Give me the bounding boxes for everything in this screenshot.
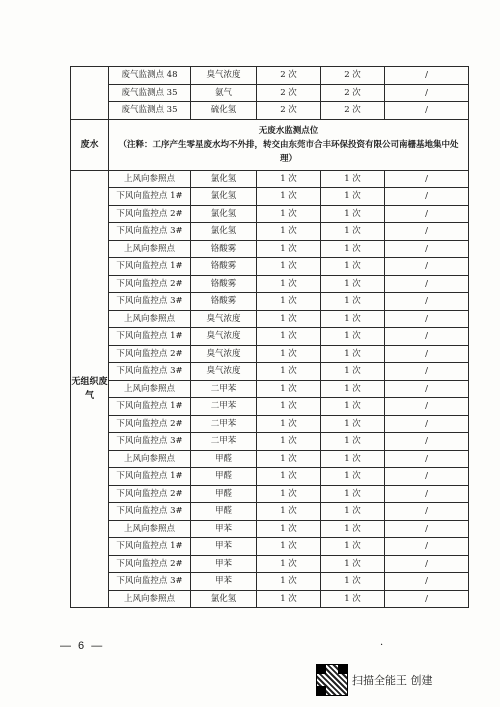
item-cell: 甲苯 xyxy=(191,538,257,556)
point-cell: 废气监测点 48 xyxy=(109,67,191,85)
category-cell-continued xyxy=(71,67,109,120)
point-cell: 下风向监控点 1# xyxy=(109,398,191,416)
point-cell: 下风向监控点 3# xyxy=(109,503,191,521)
times-cell: 1 次 xyxy=(321,590,385,608)
freq-cell: 1 次 xyxy=(257,433,321,451)
note-cell: / xyxy=(385,188,469,206)
item-cell: 甲苯 xyxy=(191,520,257,538)
item-cell: 铬酸雾 xyxy=(191,275,257,293)
times-cell: 1 次 xyxy=(321,310,385,328)
note-cell: / xyxy=(385,520,469,538)
point-cell: 废气监测点 35 xyxy=(109,84,191,102)
note-cell: / xyxy=(385,84,469,102)
wastewater-title: 无废水监测点位 xyxy=(258,125,319,136)
times-cell: 1 次 xyxy=(321,363,385,381)
page-number: — 6 — xyxy=(60,640,105,652)
freq-cell: 1 次 xyxy=(257,415,321,433)
item-cell: 二甲苯 xyxy=(191,415,257,433)
point-cell: 下风向监控点 3# xyxy=(109,363,191,381)
table-row xyxy=(71,345,469,363)
note-cell: / xyxy=(385,102,469,120)
times-cell: 1 次 xyxy=(321,485,385,503)
item-cell: 氯化氢 xyxy=(191,223,257,241)
point-cell: 下风向监控点 2# xyxy=(109,485,191,503)
note-cell: / xyxy=(385,240,469,258)
point-cell: 上风向参照点 xyxy=(109,310,191,328)
note-cell: / xyxy=(385,310,469,328)
table-row xyxy=(71,433,469,451)
note-cell: / xyxy=(385,380,469,398)
freq-cell: 1 次 xyxy=(257,485,321,503)
note-cell: / xyxy=(385,170,469,188)
times-cell: 1 次 xyxy=(321,345,385,363)
item-cell: 铬酸雾 xyxy=(191,240,257,258)
item-cell: 二甲苯 xyxy=(191,433,257,451)
freq-cell: 1 次 xyxy=(257,468,321,486)
table-row xyxy=(71,84,469,102)
item-cell: 臭气浓度 xyxy=(191,328,257,346)
freq-cell: 1 次 xyxy=(257,293,321,311)
freq-cell: 1 次 xyxy=(257,170,321,188)
table-row xyxy=(71,380,469,398)
freq-cell: 2 次 xyxy=(257,67,321,85)
freq-cell: 1 次 xyxy=(257,328,321,346)
freq-cell: 1 次 xyxy=(257,258,321,276)
freq-cell: 1 次 xyxy=(257,240,321,258)
table-row xyxy=(71,170,469,188)
freq-cell: 1 次 xyxy=(257,520,321,538)
point-cell: 下风向监控点 1# xyxy=(109,188,191,206)
times-cell: 1 次 xyxy=(321,450,385,468)
table-row xyxy=(71,555,469,573)
note-cell: / xyxy=(385,363,469,381)
times-cell: 1 次 xyxy=(321,170,385,188)
times-cell: 1 次 xyxy=(321,275,385,293)
times-cell: 1 次 xyxy=(321,468,385,486)
item-cell: 氯化氢 xyxy=(191,590,257,608)
scan-speck: · xyxy=(380,640,384,651)
point-cell: 下风向监控点 1# xyxy=(109,258,191,276)
table-row xyxy=(71,205,469,223)
table-row xyxy=(71,520,469,538)
item-cell: 甲醛 xyxy=(191,450,257,468)
freq-cell: 2 次 xyxy=(257,102,321,120)
item-cell: 硫化氢 xyxy=(191,102,257,120)
times-cell: 1 次 xyxy=(321,503,385,521)
table-row xyxy=(71,275,469,293)
note-cell: / xyxy=(385,415,469,433)
point-cell: 上风向参照点 xyxy=(109,240,191,258)
point-cell: 上风向参照点 xyxy=(109,520,191,538)
table-row xyxy=(71,240,469,258)
note-cell: / xyxy=(385,555,469,573)
note-cell: / xyxy=(385,67,469,85)
point-cell: 下风向监控点 3# xyxy=(109,433,191,451)
table-row xyxy=(71,363,469,381)
item-cell: 臭气浓度 xyxy=(191,310,257,328)
table-row xyxy=(71,468,469,486)
item-cell: 二甲苯 xyxy=(191,380,257,398)
note-cell: / xyxy=(385,293,469,311)
table-row xyxy=(71,573,469,591)
times-cell: 2 次 xyxy=(321,102,385,120)
item-cell: 臭气浓度 xyxy=(191,345,257,363)
item-cell: 氯化氢 xyxy=(191,170,257,188)
times-cell: 1 次 xyxy=(321,555,385,573)
monitoring-table xyxy=(70,66,469,608)
freq-cell: 1 次 xyxy=(257,398,321,416)
point-cell: 下风向监控点 2# xyxy=(109,345,191,363)
category-cell: 无组织废气 xyxy=(71,170,109,608)
times-cell: 1 次 xyxy=(321,415,385,433)
point-cell: 下风向监控点 1# xyxy=(109,328,191,346)
point-cell: 下风向监控点 2# xyxy=(109,555,191,573)
wastewater-note: （注释：工序产生零星废水均不外排，转交由东莞市合丰环保投资有限公司南栅基地集中处理） xyxy=(118,139,459,164)
wastewater-note-cell xyxy=(109,119,469,170)
note-cell: / xyxy=(385,328,469,346)
item-cell: 甲苯 xyxy=(191,573,257,591)
qr-code-icon xyxy=(316,664,348,696)
freq-cell: 1 次 xyxy=(257,205,321,223)
freq-cell: 1 次 xyxy=(257,363,321,381)
freq-cell: 1 次 xyxy=(257,450,321,468)
table-row xyxy=(71,538,469,556)
item-cell: 甲醛 xyxy=(191,468,257,486)
table-row xyxy=(71,188,469,206)
point-cell: 下风向监控点 2# xyxy=(109,205,191,223)
note-cell: / xyxy=(385,503,469,521)
note-cell: / xyxy=(385,258,469,276)
item-cell: 铬酸雾 xyxy=(191,293,257,311)
times-cell: 1 次 xyxy=(321,223,385,241)
freq-cell: 1 次 xyxy=(257,223,321,241)
times-cell: 1 次 xyxy=(321,520,385,538)
table-row xyxy=(71,415,469,433)
freq-cell: 1 次 xyxy=(257,538,321,556)
note-cell: / xyxy=(385,450,469,468)
times-cell: 1 次 xyxy=(321,293,385,311)
table-row xyxy=(71,67,469,85)
point-cell: 下风向监控点 1# xyxy=(109,468,191,486)
note-cell: / xyxy=(385,275,469,293)
point-cell: 上风向参照点 xyxy=(109,450,191,468)
times-cell: 1 次 xyxy=(321,258,385,276)
freq-cell: 1 次 xyxy=(257,275,321,293)
freq-cell: 2 次 xyxy=(257,84,321,102)
note-cell: / xyxy=(385,223,469,241)
note-cell: / xyxy=(385,433,469,451)
note-cell: / xyxy=(385,590,469,608)
item-cell: 甲醛 xyxy=(191,485,257,503)
item-cell: 臭气浓度 xyxy=(191,67,257,85)
freq-cell: 1 次 xyxy=(257,345,321,363)
times-cell: 2 次 xyxy=(321,84,385,102)
item-cell: 甲醛 xyxy=(191,503,257,521)
freq-cell: 1 次 xyxy=(257,310,321,328)
item-cell: 甲苯 xyxy=(191,555,257,573)
times-cell: 1 次 xyxy=(321,188,385,206)
table-row xyxy=(71,450,469,468)
item-cell: 二甲苯 xyxy=(191,398,257,416)
table-row xyxy=(71,258,469,276)
scanner-watermark: 扫描全能王 创建 xyxy=(352,674,433,687)
freq-cell: 1 次 xyxy=(257,503,321,521)
times-cell: 2 次 xyxy=(321,67,385,85)
table-row xyxy=(71,485,469,503)
note-cell: / xyxy=(385,573,469,591)
point-cell: 下风向监控点 3# xyxy=(109,573,191,591)
times-cell: 1 次 xyxy=(321,433,385,451)
freq-cell: 1 次 xyxy=(257,380,321,398)
table-row xyxy=(71,310,469,328)
freq-cell: 1 次 xyxy=(257,188,321,206)
times-cell: 1 次 xyxy=(321,380,385,398)
freq-cell: 1 次 xyxy=(257,573,321,591)
category-cell: 废水 xyxy=(71,119,109,170)
times-cell: 1 次 xyxy=(321,398,385,416)
times-cell: 1 次 xyxy=(321,573,385,591)
point-cell: 下风向监控点 1# xyxy=(109,538,191,556)
note-cell: / xyxy=(385,538,469,556)
table-row xyxy=(71,590,469,608)
freq-cell: 1 次 xyxy=(257,555,321,573)
freq-cell: 1 次 xyxy=(257,590,321,608)
point-cell: 废气监测点 35 xyxy=(109,102,191,120)
item-cell: 氯化氢 xyxy=(191,188,257,206)
note-cell: / xyxy=(385,205,469,223)
times-cell: 1 次 xyxy=(321,538,385,556)
point-cell: 下风向监控点 3# xyxy=(109,223,191,241)
note-cell: / xyxy=(385,345,469,363)
table-row xyxy=(71,503,469,521)
point-cell: 上风向参照点 xyxy=(109,170,191,188)
table-row xyxy=(71,328,469,346)
table-row xyxy=(71,293,469,311)
point-cell: 上风向参照点 xyxy=(109,590,191,608)
table-row xyxy=(71,398,469,416)
table-row xyxy=(71,102,469,120)
note-cell: / xyxy=(385,398,469,416)
item-cell: 氯化氢 xyxy=(191,205,257,223)
point-cell: 下风向监控点 3# xyxy=(109,293,191,311)
point-cell: 上风向参照点 xyxy=(109,380,191,398)
item-cell: 氨气 xyxy=(191,84,257,102)
times-cell: 1 次 xyxy=(321,205,385,223)
table-row xyxy=(71,223,469,241)
point-cell: 下风向监控点 2# xyxy=(109,275,191,293)
table-row xyxy=(71,119,469,170)
red-stamp-edge xyxy=(484,340,498,460)
point-cell: 下风向监控点 2# xyxy=(109,415,191,433)
note-cell: / xyxy=(385,485,469,503)
times-cell: 1 次 xyxy=(321,240,385,258)
note-cell: / xyxy=(385,468,469,486)
item-cell: 铬酸雾 xyxy=(191,258,257,276)
item-cell: 臭气浓度 xyxy=(191,363,257,381)
times-cell: 1 次 xyxy=(321,328,385,346)
